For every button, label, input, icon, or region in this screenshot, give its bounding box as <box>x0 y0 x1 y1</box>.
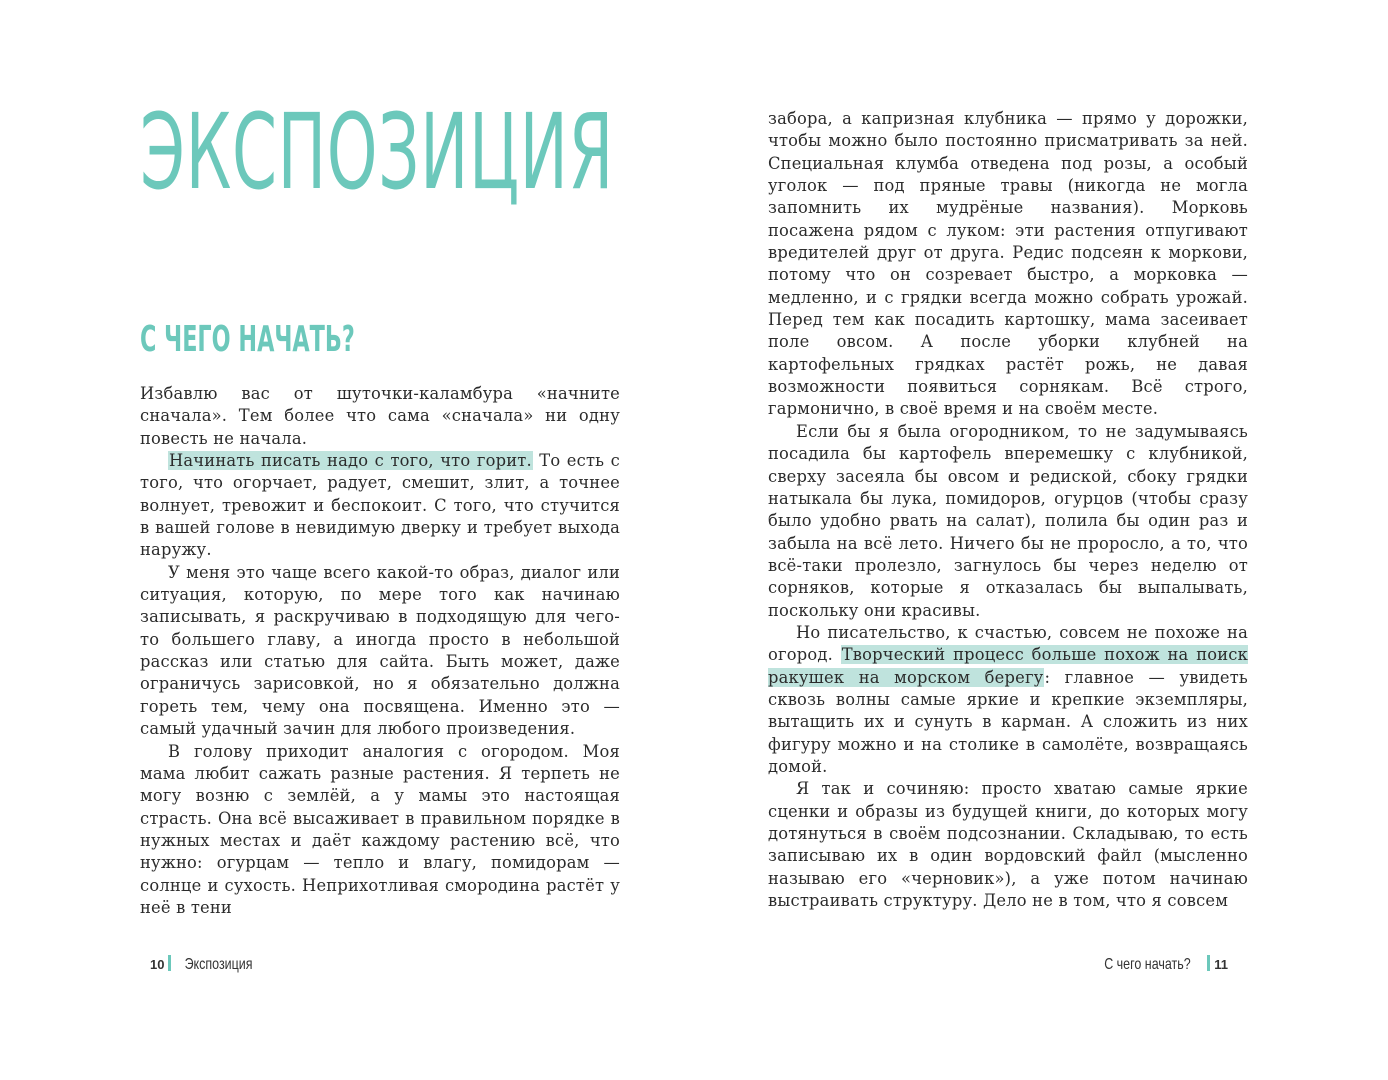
paragraph: Избавлю вас от шуточки-каламбура «начните сначала». Тем более что сама «сначала» ни одну повесть не начала. <box>140 384 620 448</box>
paragraph-text: То есть с того, что огорчает, радует, смешит, злит, а точнее волнует, тревожит и беспокоит. С того, что стучится в вашей голове в невидимую дверку и требует выхода наружу. <box>140 451 620 560</box>
left-text-column <box>140 383 620 919</box>
paragraph: У меня это чаще всего какой-то образ, диалог или ситуация, которую, по мере того как начинаю записывать, я раскручиваю в подходящую для чего-то большего главу, а иногда просто в небольшой рассказ или статью для сайта. Быть может, даже ограничусь зарисовкой, но я обязательно должна гореть тем, чему она посвящена. Именно это — самый удачный зачин для любого произведения. <box>140 562 620 739</box>
paragraph-text: : главное — увидеть сквозь волны самые яркие и крепкие экземпляры, вытащить их и сунуть в карман. А сложить из них фигуру можно и на столике в самолёте, возвращаясь домой. <box>768 667 1248 776</box>
footer-divider <box>1207 955 1210 971</box>
left-page-footer <box>150 954 263 976</box>
right-text-column <box>768 108 1248 912</box>
paragraph-text: Но писательство, к счастью, совсем не похоже на огород. <box>768 622 1248 665</box>
paragraph: забора, а капризная клубника — прямо у дорожки, чтобы можно было постоянно присматривать за ней. Специальная клумба отведена под розы, а особый уголок — под пряные травы (никогда не могла запомнить их мудрёные названия). Морковь посажена рядом с луком: эти растения отпугивают вредителей друг от друга. Редис подсеян к моркови, потому что он созревает быстро, а морковка — медленно, и с грядки всегда можно собрать урожай. Перед тем как посадить картошку, мама засеивает поле овсом. А после уборки клубней на картофельных грядках растёт рожь, не давая возможности появиться сорнякам. Всё строго, гармонично, в своё время и на своём месте. <box>768 109 1248 419</box>
paragraph: В голову приходит аналогия с огородом. Моя мама любит сажать разные растения. Я терпеть не могу возню с землёй, а у мамы это настоящая страсть. Она всё высаживает в правильном порядке в нужных местах и даёт каждому растению всё, что нужно: огурцам — тепло и влагу, помидорам — солнце и сухость. Неприхотливая смородина растёт у неё в тени <box>140 741 620 917</box>
section-title: С ЧЕГО НАЧАТЬ? <box>140 319 355 360</box>
right-page-footer <box>1092 954 1228 976</box>
highlighted-text: Творческий процесс больше похож на поиск ракушек на морском берегу <box>768 645 1248 687</box>
running-title: С чего начать? <box>1104 956 1192 973</box>
chapter-title: ЭКСПОЗИЦИЯ <box>140 91 614 213</box>
right-page <box>694 0 1388 1080</box>
running-title: Экспозиция <box>185 956 253 973</box>
footer-divider <box>168 955 171 971</box>
paragraph <box>140 450 620 562</box>
highlighted-text: Начинать писать надо с того, что горит. <box>169 451 532 471</box>
paragraph: Если бы я была огородником, то не задумываясь посадила бы картофель вперемешку с клубникой, сверху засеяла бы овсом и редиской, сбоку грядки натыкала бы лука, помидоров, огурцов (чтобы сразу было удобно рвать на салат), полила бы один раз и забыла на всё лето. Ничего бы не проросло, а то, что всё-таки пролезло, загнулось бы через неделю от сорняков, которые я отказалась бы выпалывать, поскольку они красивы. <box>768 421 1248 620</box>
page-number: 11 <box>1214 957 1228 972</box>
paragraph <box>768 622 1248 778</box>
paragraph: Я так и сочиняю: просто хватаю самые яркие сценки и образы из будущей книги, до которых могу дотянуться в своём подсознании. Складываю, то есть записываю их в один вордовский файл (мысленно называю его «черновик»), а уже потом начинаю выстраивать структуру. Дело не в том, что я совсем <box>768 779 1248 911</box>
page-number: 10 <box>150 957 165 972</box>
